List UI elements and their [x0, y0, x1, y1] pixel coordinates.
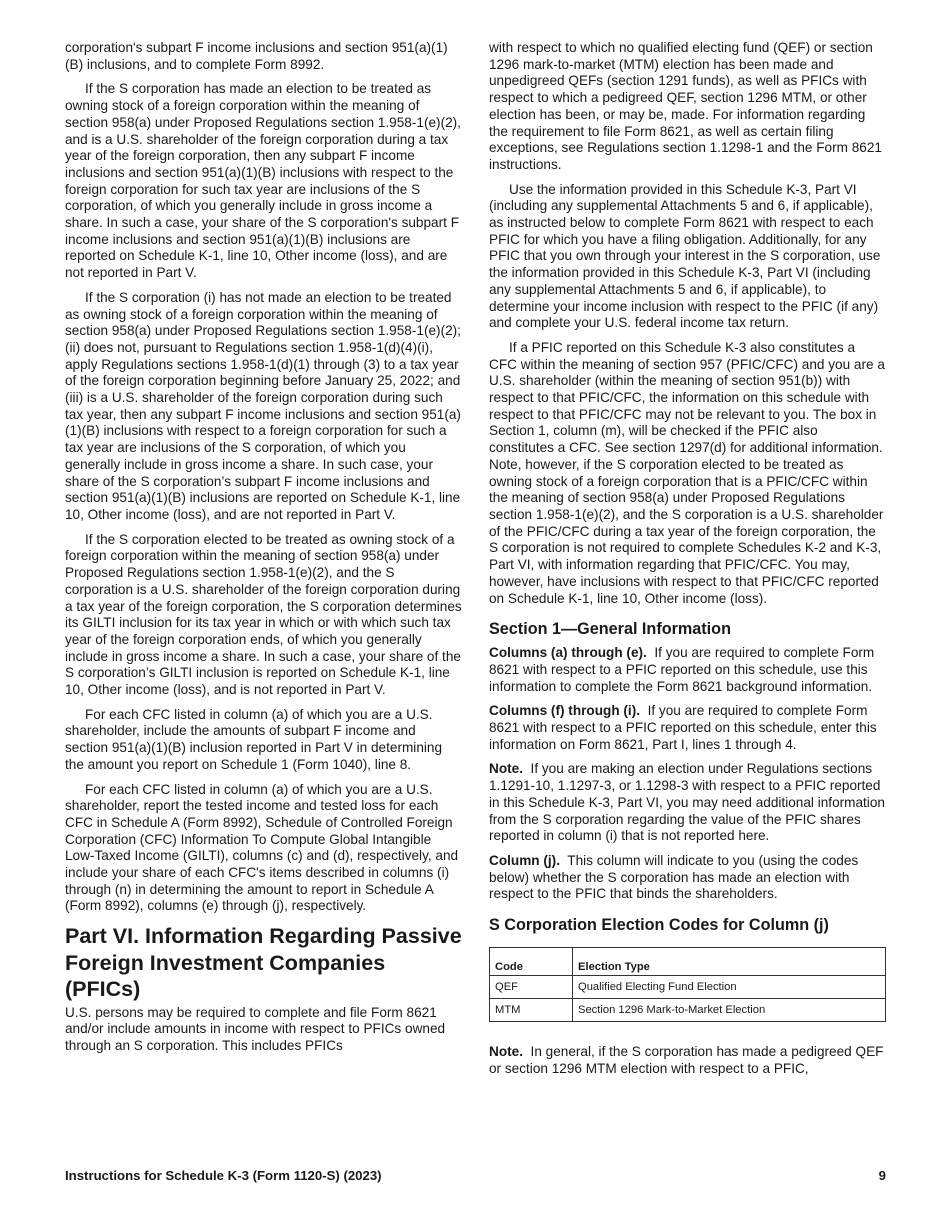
table-cell-election-type: Section 1296 Mark-to-Market Election: [573, 999, 886, 1022]
paragraph: If the S corporation has made an election to be treated as owning stock of a foreign corporation within the meaning of section 958(a) under Proposed Regulations section 1.958-1(e)(2), and is a U.S. shareholder of the foreign corporation during a tax year of the foreign corporation, then any subpart F income inclusions and section 951(a)(1)(B) inclusions with respect to the foreign corporation for such tax year are inclusions of the S corporation, of which you generally include in gross income a share. In such a case, your share of the S corporation's subpart F income inclusions and section 951(a)(1)(B) inclusions are reported on Schedule K-1, line 10, Other income (loss), and are not reported in Part V.: [65, 81, 461, 281]
paragraph: If the S corporation elected to be treated as owning stock of a foreign corporation within the meaning of section 958(a) under Proposed Regulations section 1.958-1(e)(2), and the S corporation is a U.S. shareholder of the foreign corporation during a tax year of the foreign corporation, the S corporation determines its GILTI inclusion for its tax year in which or with which such tax year of the foreign corporation ends, of which you generally include in gross income a share. In such a case, your share of the S corporation’s GILTI inclusion is reported on Schedule K-1, line 10, Other income (loss), and is not reported in Part V.: [65, 531, 462, 698]
paragraph: with respect to which no qualified electing fund (QEF) or section 1296 mark-to-market (MTM) election has been made and unpedigreed QEFs (section 1291 funds), as well as PFICs with respect to which a pedigreed QEF, section 1296 MTM, or other election has been, or may be, made. For information regarding the requirement to file Form 8621, as well as certain filing exceptions, see Regulations section 1.1298-1 and the Form 8621 instructions.: [489, 40, 882, 172]
note-label: Note.: [489, 1044, 523, 1060]
election-codes-table: [489, 947, 886, 1022]
part-vi-heading: Part VI. Information Regarding Passive Foreign Investment Companies (PFICs): [65, 924, 462, 1002]
columns-a-e-text: If you are required to complete Form 8621 with respect to a PFIC reported on this schedule, use this information to complete the Form 8621 background information.: [489, 645, 875, 694]
section-1-heading: Section 1—General Information: [489, 620, 731, 639]
page-number: 9: [878, 1168, 886, 1183]
column-j-text: This column will indicate to you (using the codes below) whether the S corporation has made an election with respect to the PFIC that binds the shareholders.: [489, 852, 859, 902]
right-column: [489, 40, 886, 1085]
paragraph: Use the information provided in this Schedule K-3, Part VI (including any supplemental Attachments 5 and 6, if applicable), as instructed below to complete Form 8621 with respect to each PFIC for which you have a filing obligation. Additionally, for any PFIC that you own through your interest in the S corporation, use the information provided in this Schedule K-3, Part VI (including any supplemental Attachments 5 and 6, if applicable), to determine your income inclusion with respect to the PFIC (if any) and complete your U.S. federal income tax return.: [489, 181, 881, 331]
table-row: [490, 976, 886, 999]
columns-f-i-paragraph: [489, 703, 886, 753]
columns-f-i-text: If you are required to complete Form 8621 with respect to a PFIC reported on this schedule, enter this information on Form 8621, Part I, lines 1 through 4.: [489, 703, 877, 752]
columns-f-i-label: Columns (f) through (i).: [489, 703, 641, 719]
column-j-paragraph: [489, 853, 886, 903]
paragraph: If a PFIC reported on this Schedule K-3 also constitutes a CFC within the meaning of section 957 (PFIC/CFC) and you are a U.S. shareholder (within the meaning of section 951(b)) with respect to that PFIC/CFC, the information on this schedule with respect to that PFIC/CFC may not be relevant to you. The box in Section 1, column (m), will be checked if the PFIC also constitutes a CFC. See section 1297(d) for additional information. Note, however, if the S corporation elected to be treated as owning stock of a foreign corporation that is a PFIC/CFC within the meaning of section 958(a) under Proposed Regulations section 1.958-1(e)(2), and the S corporation is a U.S. shareholder of the PFIC/CFC during a tax year of the foreign corporation, the S corporation is not required to complete Schedules K-2 and K-3, Part VI, with information regarding that PFIC/CFC. You may, however, have inclusions with respect to that PFIC/CFC reported on Schedule K-1, line 10, Other income (loss).: [489, 339, 885, 606]
paragraph: For each CFC listed in column (a) of which you are a U.S. shareholder, include the amounts of subpart F income and section 951(a)(1)(B) inclusion reported in Part V in determining the amount you report on Schedule 1 (Form 1040), line 8.: [65, 706, 443, 772]
column-j-label: Column (j).: [489, 852, 560, 868]
table-row: [490, 999, 886, 1022]
note-label: Note.: [489, 761, 523, 777]
note-text: If you are making an election under Regulations sections 1.1291-10, 1.1297-3, or 1.1298-3 with respect to a PFIC reported in this Schedule K-3, Part VI, you may need additional information from the S corporation regarding the value of the PFIC shares reported in column (i) that is not reported here.: [489, 761, 885, 844]
left-column: [65, 40, 462, 1063]
columns-a-e-paragraph: [489, 645, 886, 695]
header-election-type: Election Type: [573, 948, 886, 976]
note-paragraph: [489, 1044, 886, 1077]
paragraph: For each CFC listed in column (a) of which you are a U.S. shareholder, report the tested income and tested loss for each CFC in Schedule A (Form 8992), Schedule of Controlled Foreign Corporation (CFC) Information To Compute Global Intangible Low-Taxed Income (GILTI), columns (c) and (d), respectively, and include your share of each CFC's items described in columns (i) through (n) in determining the amount to report in Schedule A (Form 8992), columns (e) through (j), respectively.: [65, 781, 459, 914]
note-paragraph: [489, 761, 886, 845]
paragraph: corporation's subpart F income inclusions and section 951(a)(1)(B) inclusions, and to complete Form 8992.: [65, 40, 448, 72]
paragraph: If the S corporation (i) has not made an election to be treated as owning stock of a foreign corporation within the meaning of section 958(a) under Proposed Regulations section 1.958-1(e)(2); (ii) does not, pursuant to Regulations section 1.958-1(d)(4)(i), apply Regulations sections 1.958-1(d)(1) through (3) to a tax year of the foreign corporation beginning before January 25, 2022; and (iii) is a U.S. shareholder of the foreign corporation during such tax year, then any subpart F income inclusions and section 951(a)(1)(B) inclusions with respect to a foreign corporation for such a tax year are inclusions of the S corporation, of which you generally include in gross income a share. In such case, your share of the S corporation’s subpart F income inclusions and section 951(a)(1)(B) inclusions are reported on Schedule K-1, line 10, Other income (loss), and are not reported in Part V.: [65, 289, 461, 522]
table-cell-code: QEF: [490, 976, 573, 999]
columns-a-e-label: Columns (a) through (e).: [489, 645, 647, 661]
table-cell-election-type: Qualified Electing Fund Election: [573, 976, 886, 999]
table-cell-code: MTM: [490, 999, 573, 1022]
header-code: Code: [490, 948, 573, 976]
paragraph: U.S. persons may be required to complete and file Form 8621 and/or include amounts in income with respect to PFICs owned through an S corporation. This includes PFICs: [65, 1004, 446, 1054]
footer-title: Instructions for Schedule K-3 (Form 1120-S) (2023): [65, 1168, 382, 1183]
note-text: In general, if the S corporation has made a pedigreed QEF or section 1296 MTM election with respect to a PFIC,: [489, 1044, 884, 1076]
election-codes-heading: S Corporation Election Codes for Column (j): [489, 916, 829, 935]
table-header-row: [490, 948, 886, 976]
page-footer: [65, 1168, 886, 1183]
